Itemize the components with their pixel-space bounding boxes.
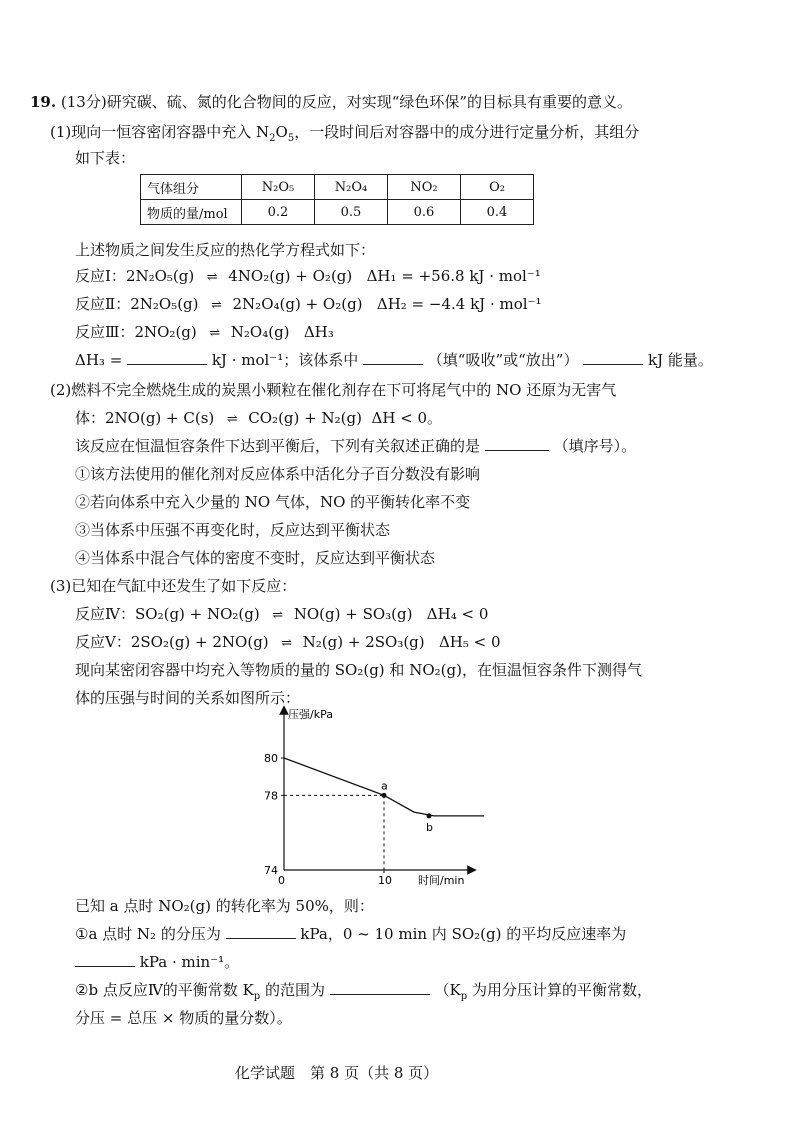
part3-q1-c: kPa · min⁻¹。 <box>139 953 240 971</box>
reaction-1-label: 反应Ⅰ： <box>75 267 126 285</box>
y-tick-label: 78 <box>264 789 278 803</box>
part3-text-a: 已知在气缸中还发生了如下反应： <box>71 577 297 595</box>
part1-text-a2: O <box>275 123 288 141</box>
part3-line1 <box>50 576 296 596</box>
question-score: (13分) <box>60 93 107 111</box>
part2-line1 <box>50 380 616 400</box>
option-1: ①该方法使用的催化剂对反应体系中活化分子百分数没有影响 <box>75 465 481 483</box>
table-col-3: O₂ <box>461 175 534 200</box>
part3-q2-c: （K <box>434 981 461 999</box>
table-col-1: N₂O₄ <box>315 175 388 200</box>
page-footer: 化学试题 第 8 页（共 8 页） <box>235 1064 439 1082</box>
part3-q2-d: 为用分压计算的平衡常数， <box>467 981 652 999</box>
reaction-2-rhs: 2N₂O₄(g) + O₂(g) <box>232 295 363 313</box>
equilibrium-arrow-icon: ⇌ <box>226 412 236 427</box>
part3-q2-c-sub: p <box>460 991 468 1002</box>
answer-blank[interactable] <box>363 350 423 365</box>
reaction-4 <box>75 604 488 626</box>
reaction-2-label: 反应Ⅱ： <box>75 295 131 313</box>
part3-q2-cont: 分压 = 总压 × 物质的量分数）。 <box>75 1009 292 1027</box>
point-a <box>382 793 387 798</box>
equilibrium-arrow-icon: ⇌ <box>209 326 219 341</box>
part1-eq-intro: 上述物质之间发生反应的热化学方程式如下： <box>75 241 376 259</box>
equilibrium-arrow-icon: ⇌ <box>211 298 220 313</box>
part3-given: 已知 a 点时 NO₂(g) 的转化率为 50%，则： <box>75 897 374 915</box>
part3-text-b: 现向某密闭容器中均充入等物质的量的 SO₂(g) 和 NO₂(g)，在恒温恒容条件下测得气 <box>75 661 642 679</box>
reaction-3-label: 反应Ⅲ： <box>75 323 135 341</box>
reaction-1-dh: ΔH₁ = +56.8 kJ · mol⁻¹ <box>366 267 541 285</box>
reaction-4-label: 反应Ⅳ： <box>75 605 135 623</box>
part2-eq-lhs: 2NO(g) + C(s) <box>105 409 215 427</box>
equilibrium-arrow-icon: ⇌ <box>206 270 216 285</box>
table-header-row <box>141 175 534 200</box>
composition-table <box>140 174 534 225</box>
question-intro: 研究碳、硫、氮的化合物间的反应，对实现“绿色环保”的目标具有重要的意义。 <box>106 93 633 111</box>
reaction-5-rhs: N₂(g) + 2SO₃(g) <box>302 633 425 651</box>
part3-q2-a: ②b 点反应Ⅳ的平衡常数 K <box>75 981 254 999</box>
reaction-1 <box>75 266 541 288</box>
option-4: ④当体系中混合气体的密度不变时，反应达到平衡状态 <box>75 549 436 567</box>
part1-line1 <box>50 122 639 142</box>
part1-ask-d: kJ 能量。 <box>648 351 713 369</box>
reaction-2 <box>75 294 541 316</box>
part3-q2-a-sub: p <box>253 991 261 1002</box>
reaction-5 <box>75 632 501 654</box>
answer-blank[interactable] <box>330 980 430 995</box>
part2-question <box>75 436 636 456</box>
part1-line2: 如下表： <box>75 149 136 167</box>
part1-ask-a: ΔH₃ = <box>75 351 123 369</box>
part2-ask-b: （填序号）。 <box>553 437 637 455</box>
reaction-5-lhs: 2SO₂(g) + 2NO(g) <box>130 633 269 651</box>
part2-ask-a: 该反应在恒温恒容条件下达到平衡后，下列有关叙述正确的是 <box>75 437 481 455</box>
reaction-3-rhs: N₂O₄(g) <box>230 323 290 341</box>
answer-blank[interactable] <box>485 436 549 451</box>
y-axis-label: 压强/kPa <box>288 708 333 721</box>
origin-label: 0 <box>278 874 285 887</box>
x-axis-label: 时间/min <box>418 874 465 887</box>
reaction-3-dh: ΔH₃ <box>303 323 334 341</box>
option-3: ③当体系中压强不再变化时，反应达到平衡状态 <box>75 521 391 539</box>
y-tick-label: 74 <box>264 864 278 877</box>
part2-eq-rhs: CO₂(g) + N₂(g) <box>248 409 362 427</box>
table-value-3: 0.4 <box>461 200 534 225</box>
part3-label: (3) <box>50 577 72 595</box>
part2-eq-prefix: 体： <box>75 409 106 427</box>
reaction-4-lhs: SO₂(g) + NO₂(g) <box>135 605 260 623</box>
point-b <box>427 813 432 818</box>
table-value-0: 0.2 <box>242 200 315 225</box>
part2-text-a: 燃料不完全燃烧生成的炭黑小颗粒在催化剂存在下可将尾气中的 NO 还原为无害气 <box>71 381 617 399</box>
part2-eq-dh: ΔH < 0。 <box>371 409 443 427</box>
part1-text-a: 现向一恒容密闭容器中充入 N <box>71 123 270 141</box>
table-col-2: NO₂ <box>388 175 461 200</box>
part1-text-b: ，一段时间后对容器中的成分进行定量分析，其组分 <box>294 123 640 141</box>
part2-label: (2) <box>50 381 72 399</box>
reaction-4-dh: ΔH₄ < 0 <box>426 605 489 623</box>
part3-q1-b: kPa，0 ~ 10 min 内 SO₂(g) 的平均反应速率为 <box>300 925 627 943</box>
part1-ask-b: kJ · mol⁻¹；该体系中 <box>211 351 359 369</box>
reaction-2-lhs: 2N₂O₅(g) <box>130 295 199 313</box>
part3-q1 <box>75 924 626 944</box>
equilibrium-arrow-icon: ⇌ <box>281 636 291 651</box>
part2-equation <box>75 408 442 430</box>
part3-q2-b: 的范围为 <box>264 981 325 999</box>
part3-q2 <box>75 980 652 1000</box>
reaction-1-lhs: 2N₂O₅(g) <box>125 267 195 285</box>
pressure-time-chart <box>250 700 500 890</box>
answer-blank[interactable] <box>583 350 643 365</box>
option-2: ②若向体系中充入少量的 NO 气体，NO 的平衡转化率不变 <box>75 493 471 511</box>
point-label-b: b <box>426 820 433 834</box>
x-tick-label: 10 <box>378 874 392 887</box>
part1-ask-c: （填“吸收”或“放出”） <box>427 351 579 369</box>
point-label-a: a <box>381 779 388 793</box>
table-value-row <box>141 200 534 225</box>
reaction-1-rhs: 4NO₂(g) + O₂(g) <box>228 267 353 285</box>
question-number: 19. <box>30 93 57 111</box>
part3-text-c: 体的压强与时间的关系如图所示： <box>75 689 301 707</box>
table-value-2: 0.6 <box>388 200 461 225</box>
part1-question <box>75 350 713 370</box>
answer-blank[interactable] <box>226 924 296 939</box>
part3-q1-cont <box>75 952 239 972</box>
part1-sub-a2: 5 <box>287 133 295 144</box>
question-header <box>30 92 632 112</box>
equilibrium-arrow-icon: ⇌ <box>272 608 282 623</box>
reaction-5-label: 反应Ⅴ： <box>75 633 131 651</box>
table-col-0: N₂O₅ <box>242 175 315 200</box>
table-header-label: 气体组分 <box>141 175 242 200</box>
answer-blank[interactable] <box>75 952 135 967</box>
table-row-label: 物质的量/mol <box>141 200 242 225</box>
part3-q1-a: ①a 点时 N₂ 的分压为 <box>75 925 221 943</box>
answer-blank[interactable] <box>127 350 207 365</box>
reaction-3 <box>75 322 334 344</box>
reaction-5-dh: ΔH₅ < 0 <box>438 633 501 651</box>
part1-label: (1) <box>50 123 72 141</box>
y-tick-label: 80 <box>264 752 278 765</box>
reaction-3-lhs: 2NO₂(g) <box>134 323 197 341</box>
reaction-4-rhs: NO(g) + SO₃(g) <box>293 605 413 623</box>
reaction-2-dh: ΔH₂ = −4.4 kJ · mol⁻¹ <box>376 295 542 313</box>
part1-sub-a: 2 <box>269 133 276 144</box>
table-value-1: 0.5 <box>315 200 388 225</box>
